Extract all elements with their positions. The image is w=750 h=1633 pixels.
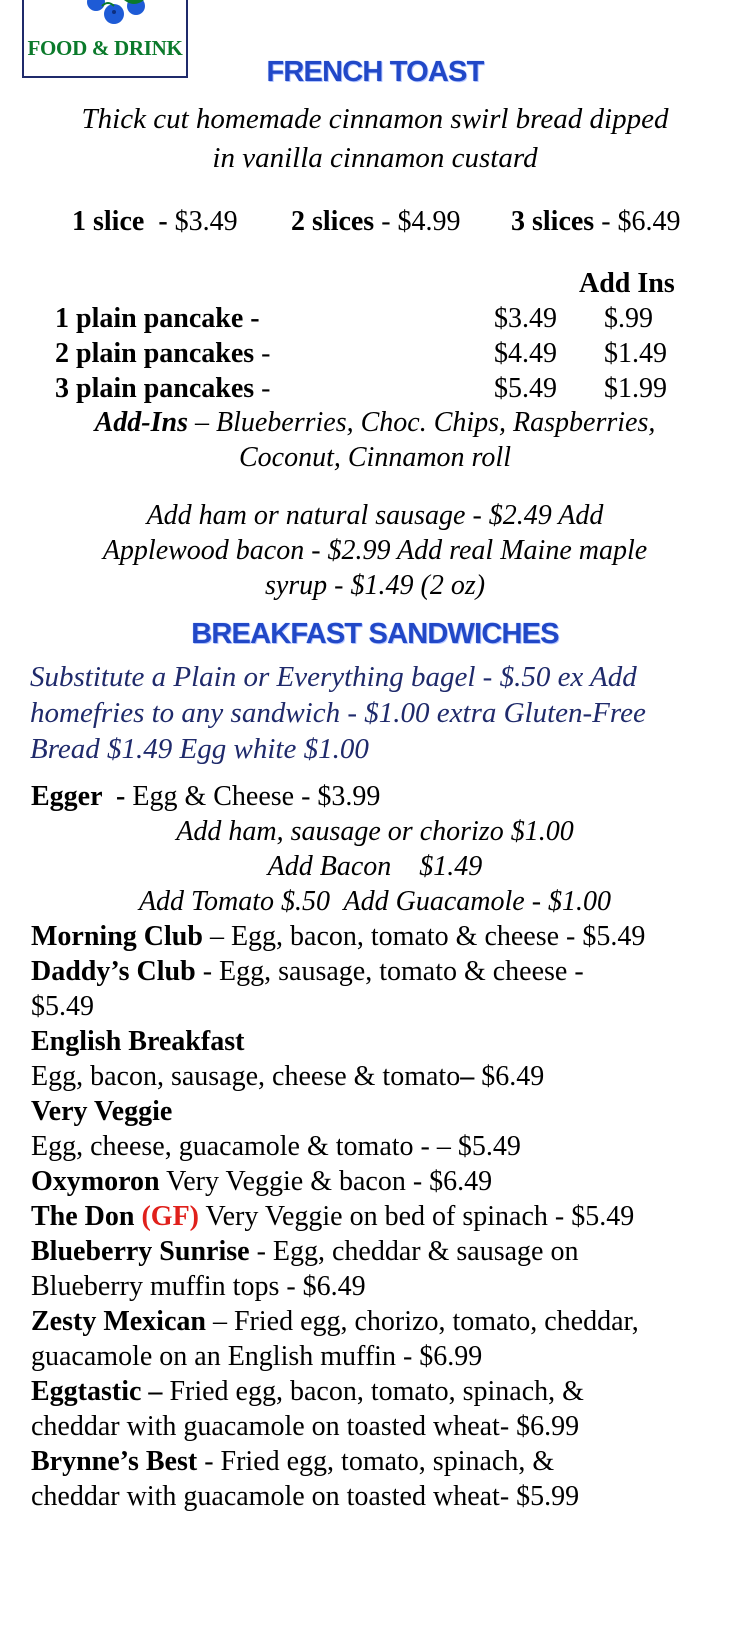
the-don-item: The Don (GF) Very Veggie on bed of spinach - $5.49 <box>31 1201 635 1232</box>
blueberry-icon <box>64 0 154 32</box>
zesty-mexican-item: Zesty Mexican – Fried egg, chorizo, tomato, cheddar, <box>31 1306 639 1337</box>
pancake-row-3-addin: $1.99 <box>604 373 667 404</box>
add-ins-list-1: Add-Ins – Blueberries, Choc. Chips, Raspberries, <box>94 407 656 438</box>
add-ins-list-2: Coconut, Cinnamon roll <box>239 442 511 473</box>
blueberry-sunrise-desc: Blueberry muffin tops - $6.49 <box>31 1271 366 1302</box>
french-toast-option-3: 3 slices - $6.49 <box>511 206 681 237</box>
eggtastic-item: Eggtastic – Fried egg, bacon, tomato, spinach, & <box>31 1376 584 1407</box>
pancake-row-3-label: 3 plain pancakes - <box>55 373 271 404</box>
morning-club-item: Morning Club – Egg, bacon, tomato & cheese - $5.49 <box>31 921 646 952</box>
french-toast-heading: FRENCH TOAST <box>266 56 484 88</box>
french-toast-option-2: 2 slices - $4.99 <box>291 206 461 237</box>
sandwiches-heading: BREAKFAST SANDWICHES <box>191 618 559 650</box>
french-toast-desc-1: Thick cut homemade cinnamon swirl bread dipped <box>81 103 669 135</box>
pancake-row-1-price: $3.49 <box>494 303 557 334</box>
extras-line-1: Add ham or natural sausage - $2.49 Add <box>146 500 604 531</box>
egger-addon-2: Add Bacon $1.49 <box>267 851 483 882</box>
brynnes-best-item: Brynne’s Best - Fried egg, tomato, spinach, & <box>31 1446 555 1477</box>
pancake-row-2-addin: $1.49 <box>604 338 667 369</box>
logo-text: FOOD & DRINK <box>27 36 183 60</box>
english-breakfast-desc: Egg, bacon, sausage, cheese & tomato– $6.49 <box>31 1061 545 1092</box>
sandwiches-note-2: homefries to any sandwich - $1.00 extra Gluten-Free <box>30 697 646 729</box>
french-toast-option-1: 1 slice - $3.49 <box>72 206 238 237</box>
gf-badge: (GF) <box>141 1201 199 1232</box>
pancake-row-2-price: $4.49 <box>494 338 557 369</box>
egger-item: Egger - Egg & Cheese - $3.99 <box>31 781 381 812</box>
pancake-row-1-addin: $.99 <box>604 303 653 334</box>
egger-addon-3: Add Tomato $.50 Add Guacamole - $1.00 <box>138 886 612 917</box>
oxymoron-item: Oxymoron Very Veggie & bacon - $6.49 <box>31 1166 493 1197</box>
zesty-mexican-desc: guacamole on an English muffin - $6.99 <box>31 1341 483 1372</box>
pancake-row-3-price: $5.49 <box>494 373 557 404</box>
pancake-row-1-label: 1 plain pancake - <box>55 303 260 334</box>
french-toast-desc-2: in vanilla cinnamon custard <box>212 142 538 174</box>
daddys-club-item: Daddy’s Club - Egg, sausage, tomato & cheese - <box>31 956 584 987</box>
add-ins-header: Add Ins <box>579 268 675 299</box>
egger-addon-1: Add ham, sausage or chorizo $1.00 <box>176 816 574 847</box>
english-breakfast-name: English Breakfast <box>31 1026 245 1057</box>
sandwiches-note-3: Bread $1.49 Egg white $1.00 <box>30 733 369 765</box>
extras-line-2: Applewood bacon - $2.99 Add real Maine maple <box>102 535 648 566</box>
eggtastic-desc: cheddar with guacamole on toasted wheat- $6.99 <box>31 1411 580 1442</box>
daddys-club-price: $5.49 <box>31 991 94 1022</box>
sandwiches-note-1: Substitute a Plain or Everything bagel - $.50 ex Add <box>30 661 637 693</box>
brynnes-best-desc: cheddar with guacamole on toasted wheat- $5.99 <box>31 1481 580 1512</box>
very-veggie-desc: Egg, cheese, guacamole & tomato - – $5.49 <box>31 1131 521 1162</box>
very-veggie-name: Very Veggie <box>31 1096 173 1127</box>
pancake-row-2-label: 2 plain pancakes - <box>55 338 271 369</box>
blueberry-sunrise-item: Blueberry Sunrise - Egg, cheddar & sausage on <box>31 1236 579 1267</box>
extras-line-3: syrup - $1.49 (2 oz) <box>264 570 486 601</box>
